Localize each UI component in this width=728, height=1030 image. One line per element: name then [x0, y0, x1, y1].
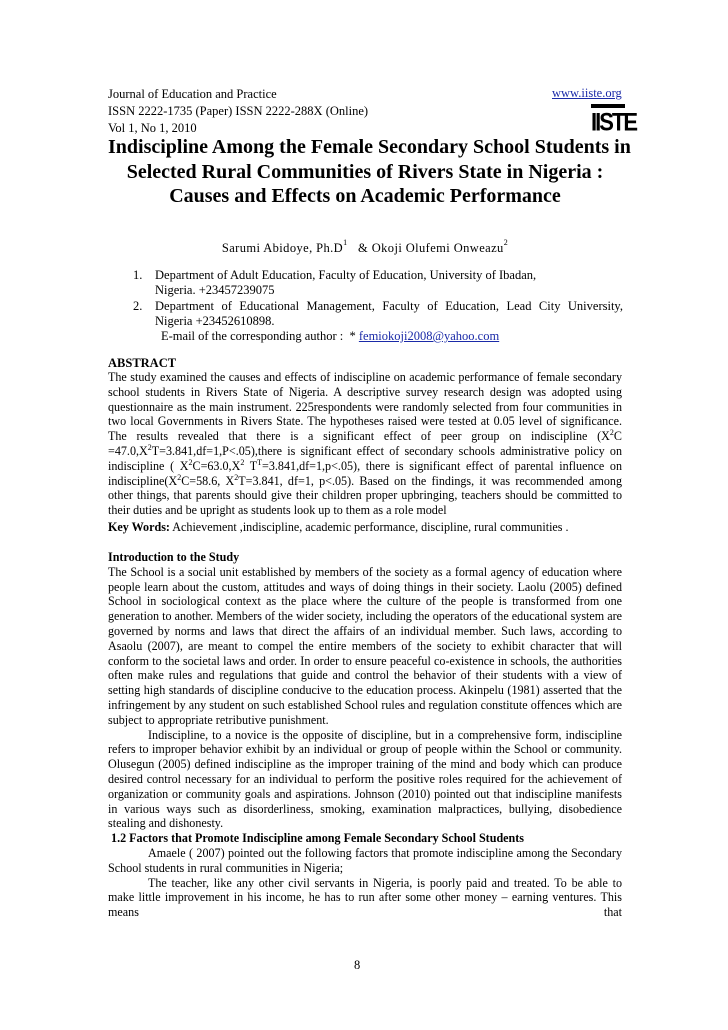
title-line-2: Selected Rural Communities of Rivers State in Nigeria :	[126, 160, 604, 183]
affiliation-1-line-1: Department of Adult Education, Faculty of Education, University of Ibadan,	[155, 268, 537, 282]
iiste-logo	[591, 104, 637, 137]
author-1-sup: 1	[343, 238, 348, 247]
introduction-section	[108, 550, 622, 920]
journal-url-link[interactable]: www.iiste.org	[552, 86, 622, 100]
keywords-line	[108, 520, 622, 535]
section-1-2-heading: 1.2 Factors that Promote Indiscipline among Female Secondary School Students	[108, 831, 524, 846]
introduction-paragraph-1: The School is a social unit established by members of the society as a formal agency of education where people learn about the custom, attitudes and ways of doing things in their society. Laolu (2005) defined School in sociological context as the place where the culture of the people is transformed from one generation to another. Members of the wider society, including the operators of the educational system are governed by norms and laws that direct the affairs of an individual member. Such laws, according to Asaolu (2007), are meant to compel the entire members of the society to exhibit character that will conform to the societal laws and order. In order to ensure peaceful co-existence in schools, the authorities often make rules and regulations that guide and control the behavior of their students with a view of setting high standards of discipline conducive to the education process. Akinpelu (1981) asserted that the infringement by any student on such established School rules and regulation constitute offences which are subject to appropriate retributive punishment.	[108, 564, 622, 727]
abstract-sup: T	[257, 457, 263, 467]
abstract-sup: 2	[177, 472, 182, 482]
volume-line: Vol 1, No 1, 2010	[108, 121, 197, 135]
author-separator: &	[347, 241, 372, 255]
abstract-body	[108, 370, 622, 518]
corresponding-email	[161, 329, 499, 344]
abstract-sup: 2	[147, 442, 152, 452]
logo-text: IISTE	[591, 107, 637, 137]
title-line-3: Causes and Effects on Academic Performance	[169, 185, 561, 207]
author-2: Okoji Olufemi Onweazu	[371, 241, 504, 255]
affiliation-1-line-2: Nigeria. +23457239075	[155, 282, 275, 297]
abstract-text-part: T	[244, 458, 258, 473]
author-line	[108, 238, 622, 256]
keywords-label: Key Words:	[108, 520, 170, 534]
journal-name: Journal of Education and Practice	[108, 87, 277, 101]
email-label: E-mail of the corresponding author : *	[161, 329, 359, 343]
abstract-text	[108, 370, 622, 518]
affiliation-1-number: 1.	[133, 268, 143, 282]
author-2-sup: 2	[503, 238, 509, 247]
keywords	[108, 520, 622, 535]
affiliation-2-line-1: Department of Educational Management, Faculty of Education, Lead City University,	[155, 299, 623, 313]
abstract-text-part: C =47.0,X	[108, 429, 622, 458]
abstract-text-part: The study examined the causes and effects of indiscipline on academic performance of female secondary school students in Rivers State of Nigeria. A descriptive survey research design was adopted using questionnaire as the main instrument. 225respondents were randomly selected from four communities in two local Governments in Rivers State. The hypotheses raised were tested at 0.05 level of significance. The results revealed that there is a significant effect of peer group on indiscipline (X	[108, 370, 622, 444]
abstract-text-part: C=58.6, X	[181, 473, 235, 488]
abstract-text-part: C=63.0,X	[192, 458, 241, 473]
abstract-sup: 2	[234, 472, 239, 482]
affiliation-2-line-2: Nigeria +23452610898.	[155, 313, 275, 328]
title-line-1: Indiscipline Among the Female Secondary School Students in	[108, 136, 631, 158]
issn-line: ISSN 2222-1735 (Paper) ISSN 2222-288X (Online)	[108, 104, 369, 118]
introduction-paragraph-2: Indiscipline, to a novice is the opposite of discipline, but in a comprehensive form, indiscipline refers to improper behavior exhibit by an individual or group of people within the School or community. Olusegun (2005) defined indiscipline as the improper training of the mind and body which can produce desired control necessary for an individual to perform the positive roles required for the achievement of organization or community goals and aspirations. Johnson (2010) pointed out that indiscipline manifests in various ways such as disorderliness, smoking, examination malpractices, bullying, disobedience stealing and dishonesty.	[108, 727, 622, 831]
author-1: Sarumi Abidoye, Ph.D	[221, 241, 344, 255]
section-1-2-paragraph-1: Amaele ( 2007) pointed out the following factors that promote indiscipline among the Secondary School students in rural communities in Nigeria;	[108, 845, 622, 875]
email-link[interactable]: femiokoji2008@yahoo.com	[358, 329, 500, 343]
abstract-text-part: =3.841,df=1,p<.05), there is significant effect of parental influence on indiscipline(X	[108, 458, 622, 488]
abstract-text-part: T=3.841,df=1,P<.05),there is significant effect of secondary schools administrative policy on indiscipline ( X	[108, 443, 622, 473]
abstract-text-part: T=3.841, df=1, p<.05). Based on the findings, it was recommended among other things, that parents should give their children proper upbringing, teachers should be committed to their duties and be upright as students look up to them as a role model	[108, 473, 622, 518]
affiliation-2	[133, 299, 623, 328]
abstract-sup: 2	[240, 457, 245, 467]
abstract-sup: 2	[609, 428, 614, 438]
paper-title	[108, 135, 631, 209]
section-1-2-paragraph-2: The teacher, like any other civil servants in Nigeria, is poorly paid and treated. To be able to make little improvement in his income, he has to run after some other money – earning ventures. This means that	[108, 875, 622, 920]
page-number: 8	[354, 958, 361, 972]
keywords-text: Achievement ,indiscipline, academic performance, discipline, rural communities .	[169, 520, 569, 534]
abstract-sup: 2	[188, 457, 193, 467]
introduction-heading: Introduction to the Study	[108, 550, 240, 564]
affiliation-2-number: 2.	[133, 299, 143, 313]
abstract-heading: ABSTRACT	[108, 356, 177, 370]
affiliation-1	[133, 268, 623, 297]
